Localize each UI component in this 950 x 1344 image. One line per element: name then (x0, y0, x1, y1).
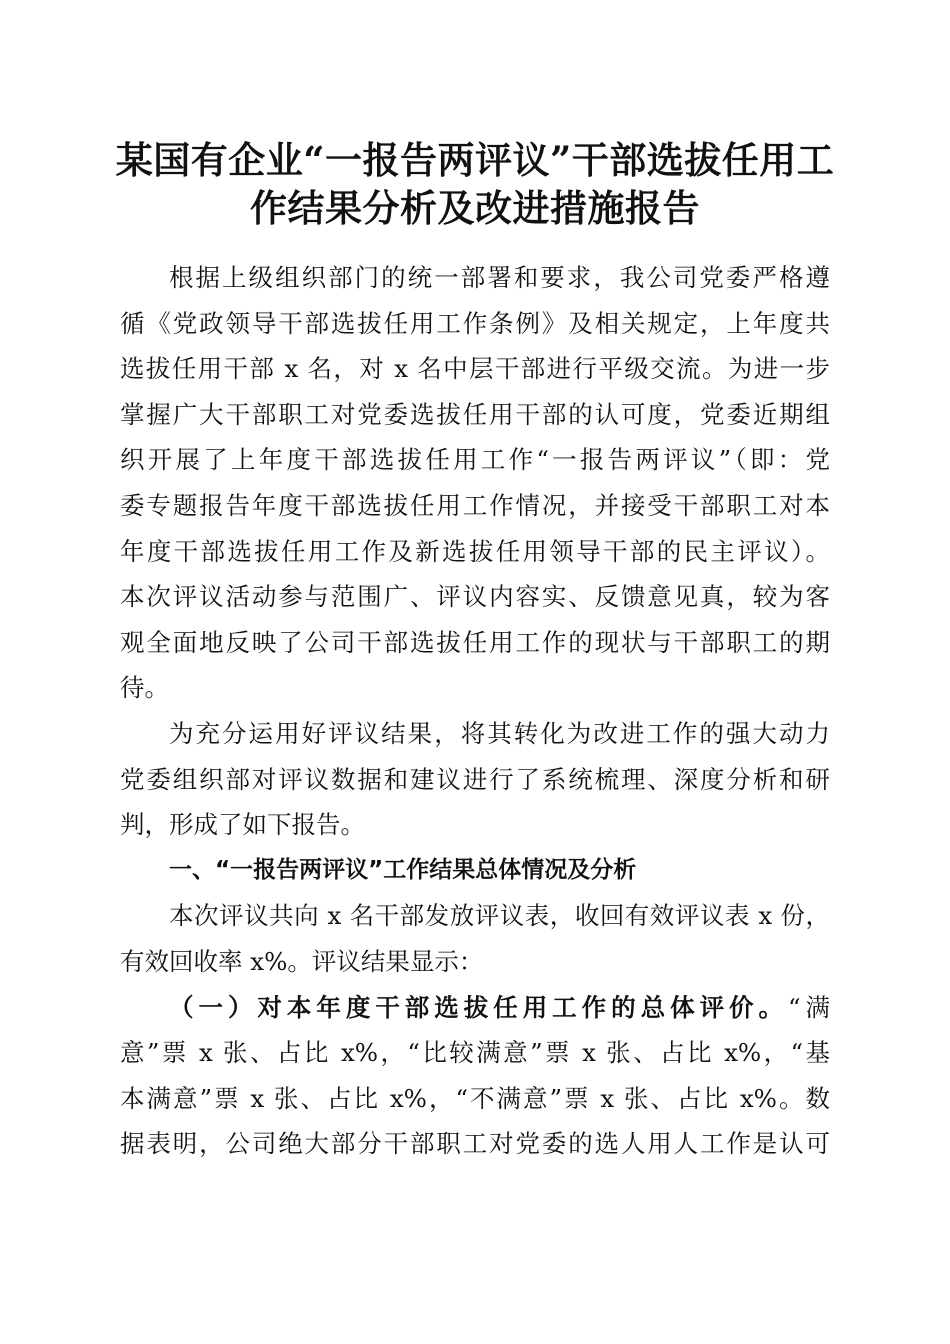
paragraph-line: 根据上级组织部门的统一部署和要求，我公司党委严格遵 (169, 263, 830, 292)
paragraph-line: 委专题报告年度干部选拔任用工作情况，并接受干部职工对本 (120, 490, 830, 520)
title-line: 作结果分析及改进措施报告 (250, 186, 700, 230)
document-title (100, 136, 850, 232)
paragraph-line: 意”票 x 张、占比 x%，“比较满意”票 x 张、占比 x%，“基 (120, 1038, 830, 1068)
paragraph-line: 年度干部选拔任用工作及新选拔任用领导干部的民主评议）。 (120, 536, 830, 566)
paragraph-line: 本次评议活动参与范围广、评议内容实、反馈意见真，较为客 (120, 582, 830, 612)
document-body (120, 255, 830, 1167)
paragraph-line: 判，形成了如下报告。 (120, 810, 365, 840)
paragraph-line: 待。 (120, 673, 169, 703)
paragraph-line (120, 985, 830, 1031)
subsection-heading: （一）对本年度干部选拔任用工作的总体评价。 (169, 992, 788, 1022)
paragraph-line: 掌握广大干部职工对党委选拔任用干部的认可度，党委近期组 (120, 399, 830, 429)
paragraph-line: 本满意”票 x 张、占比 x%，“不满意”票 x 张、占比 x%。数 (120, 1083, 830, 1113)
paragraph-line: 循《党政领导干部选拔任用工作条例》及相关规定，上年度共 (120, 308, 830, 338)
paragraph-line: 有效回收率 x%。评议结果显示： (120, 946, 484, 976)
paragraph-line: 党委组织部对评议数据和建议进行了系统梳理、深度分析和研 (120, 764, 830, 794)
title-line: 某国有企业“一报告两评议”干部选拔任用工 (115, 138, 835, 182)
section-heading: 一、“一报告两评议”工作结果总体情况及分析 (169, 856, 637, 883)
paragraph-text: “满 (788, 992, 831, 1022)
paragraph-line: 据表明，公司绝大部分干部职工对党委的选人用人工作是认可 (120, 1129, 830, 1159)
paragraph-line: 观全面地反映了公司干部选拔任用工作的现状与干部职工的期 (120, 627, 830, 657)
paragraph-line: 织开展了上年度干部选拔任用工作“一报告两评议”（即：党 (120, 445, 830, 475)
paragraph-line: 为充分运用好评议结果，将其转化为改进工作的强大动力 (169, 718, 830, 748)
paragraph-line: 本次评议共向 x 名干部发放评议表，收回有效评议表 x 份， (169, 901, 830, 931)
paragraph-line: 选拔任用干部 x 名，对 x 名中层干部进行平级交流。为进一步 (120, 354, 830, 384)
